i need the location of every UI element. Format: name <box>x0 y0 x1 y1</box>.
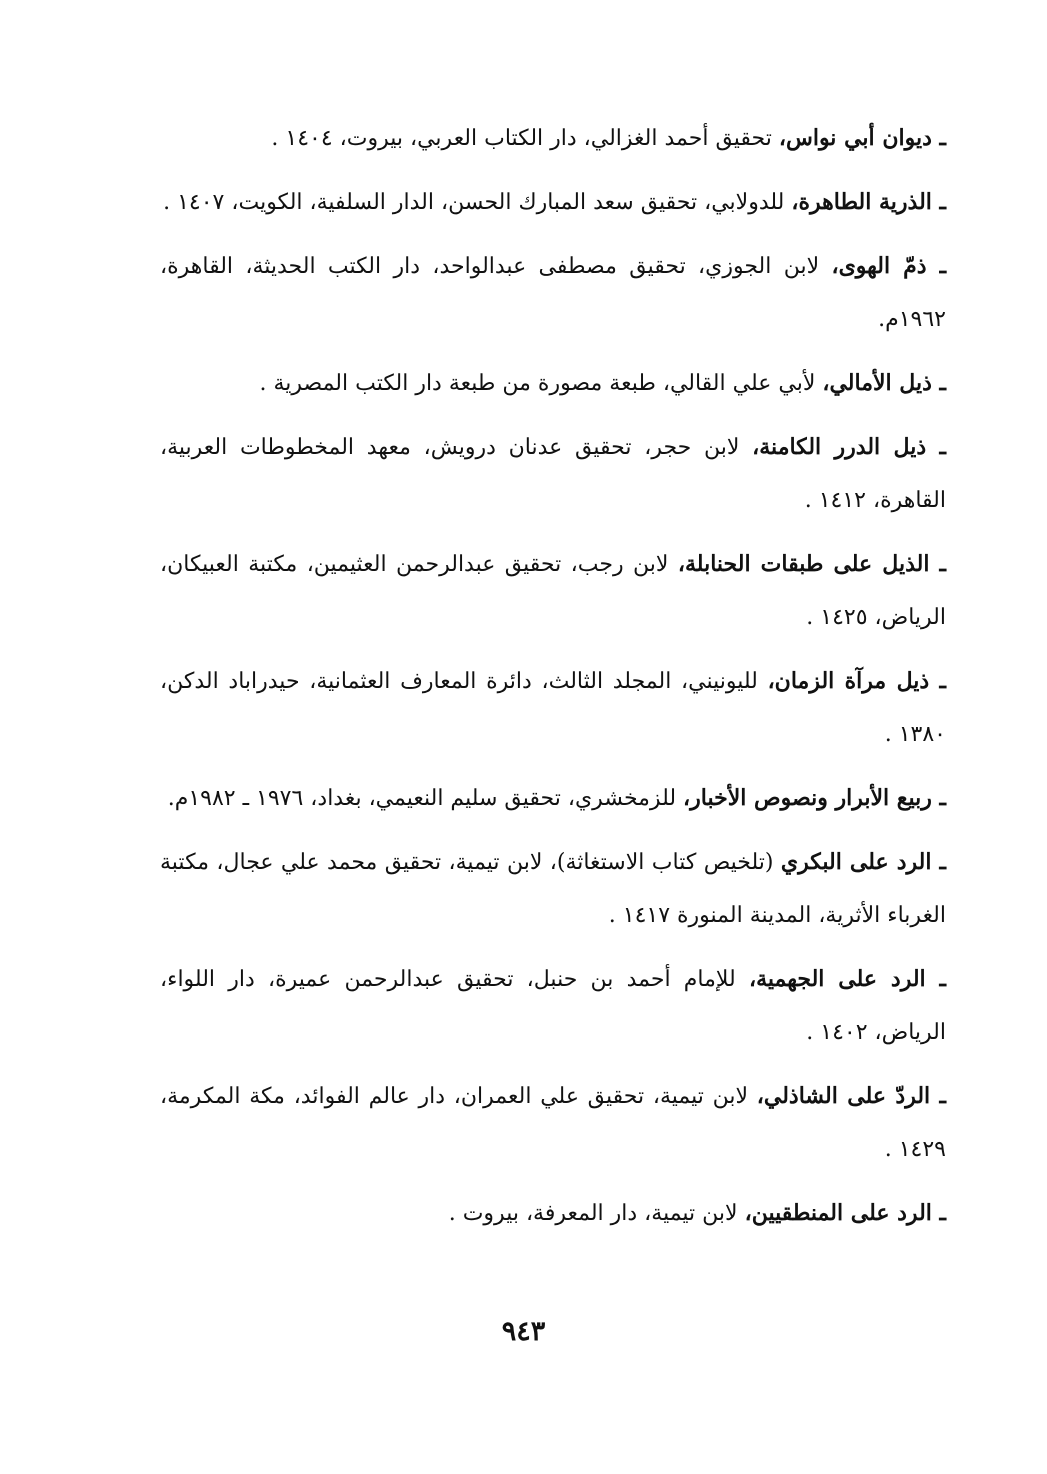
bibliography-entry: ـ الرد على المنطقيين، لابن تيمية، دار المعرفة، بيروت . <box>448 1200 946 1226</box>
entry-title: الرد على الجهمية، <box>748 966 926 992</box>
bibliography-entry: ـ الذرية الطاهرة، للدولابي، تحقيق سعد المبارك الحسن، الدار السلفية، الكويت، ١٤٠٧ . <box>163 189 946 215</box>
entry-details: للإمام أحمد بن حنبل، تحقيق عبدالرحمن عميرة، دار اللواء، الرياض، ١٤٠٢ . <box>160 967 946 1045</box>
entry-title: ذيل الدرر الكامنة، <box>752 434 927 460</box>
entry-details: تحقيق أحمد الغزالي، دار الكتاب العربي، بيروت، ١٤٠٤ . <box>271 126 779 151</box>
bibliography-entry: ـ الذيل على طبقات الحنابلة، لابن رجب، تحقيق عبدالرحمن العثيمين، مكتبة العبيكان، الرياض، ١٤٢٥ . <box>160 551 946 630</box>
entry-details: لليونيني، المجلد الثالث، دائرة المعارف العثمانية، حيدراباد الدكن، ١٣٨٠ . <box>160 669 946 747</box>
bibliography-entry: ـ الردّ على الشاذلي، لابن تيمية، تحقيق علي العمران، دار عالم الفوائد، مكة المكرمة، ١٤٢٩ . <box>160 1083 947 1162</box>
bibliography-entry: ـ ذيل مرآة الزمان، لليونيني، المجلد الثالث، دائرة المعارف العثمانية، حيدراباد الدكن، ١٣٨٠ . <box>160 668 946 747</box>
bibliography-list <box>160 112 946 1251</box>
entry-title: الذيل على طبقات الحنابلة، <box>677 551 930 577</box>
entry-title: الردّ على الشاذلي، <box>756 1083 931 1109</box>
entry-details: (تلخيص كتاب الاستغاثة)، لابن تيمية، تحقيق محمد علي عجال، مكتبة الغرباء الأثرية، المدينة المنورة ١٤١٧ . <box>160 850 946 928</box>
bibliography-entry: ـ ذمّ الهوى، لابن الجوزي، تحقيق مصطفى عبدالواحد، دار الكتب الحديثة، القاهرة، ١٩٦٢م. <box>160 253 947 332</box>
page-number: ٩٤٣ <box>501 1316 546 1347</box>
entry-details: للدولابي، تحقيق سعد المبارك الحسن، الدار السلفية، الكويت، ١٤٠٧ . <box>163 190 792 215</box>
entry-title: الرد على المنطقيين، <box>744 1200 932 1226</box>
entry-details: لأبي علي القالي، طبعة مصورة من طبعة دار الكتب المصرية . <box>259 371 823 396</box>
entry-details: لابن رجب، تحقيق عبدالرحمن العثيمين، مكتبة العبيكان، الرياض، ١٤٢٥ . <box>160 552 946 630</box>
bibliography-entry: ـ ذيل الدرر الكامنة، لابن حجر، تحقيق عدنان درويش، معهد المخطوطات العربية، القاهرة، ١٤١٢ . <box>160 434 947 513</box>
entry-title: ديوان أبي نواس، <box>778 125 932 151</box>
entry-title: ذيل مرآة الزمان، <box>767 668 930 694</box>
entry-title: الرد على البكري <box>780 849 932 875</box>
entry-title: الذرية الطاهرة، <box>791 189 932 215</box>
entry-details: لابن تيمية، دار المعرفة، بيروت . <box>448 1201 745 1226</box>
entry-title: ربيع الأبرار ونصوص الأخبار، <box>683 785 932 811</box>
entry-details: للزمخشري، تحقيق سليم النعيمي، بغداد، ١٩٧٦ ـ ١٩٨٢م. <box>167 786 684 811</box>
bibliography-entry: ـ ربيع الأبرار ونصوص الأخبار، للزمخشري، تحقيق سليم النعيمي، بغداد، ١٩٧٦ ـ ١٩٨٢م. <box>167 785 946 811</box>
entry-title: ذمّ الهوى، <box>831 253 927 279</box>
bibliography-entry: ـ ذيل الأمالي، لأبي علي القالي، طبعة مصورة من طبعة دار الكتب المصرية . <box>259 370 946 396</box>
bibliography-entry: ـ ديوان أبي نواس، تحقيق أحمد الغزالي، دار الكتاب العربي، بيروت، ١٤٠٤ . <box>271 125 946 151</box>
entry-details: لابن الجوزي، تحقيق مصطفى عبدالواحد، دار الكتب الحديثة، القاهرة، ١٩٦٢م. <box>160 254 946 332</box>
entry-details: لابن تيمية، تحقيق علي العمران، دار عالم الفوائد، مكة المكرمة، ١٤٢٩ . <box>160 1084 946 1162</box>
bibliography-entry: ـ الرد على البكري (تلخيص كتاب الاستغاثة)، لابن تيمية، تحقيق محمد علي عجال، مكتبة الغرباء الأثرية، المدينة المنورة ١٤١٧ . <box>160 849 947 928</box>
entry-details: لابن حجر، تحقيق عدنان درويش، معهد المخطوطات العربية، القاهرة، ١٤١٢ . <box>160 435 946 513</box>
entry-title: ذيل الأمالي، <box>822 370 932 396</box>
bibliography-entry: ـ الرد على الجهمية، للإمام أحمد بن حنبل، تحقيق عبدالرحمن عميرة، دار اللواء، الرياض، ١٤٠٢ . <box>160 966 946 1045</box>
